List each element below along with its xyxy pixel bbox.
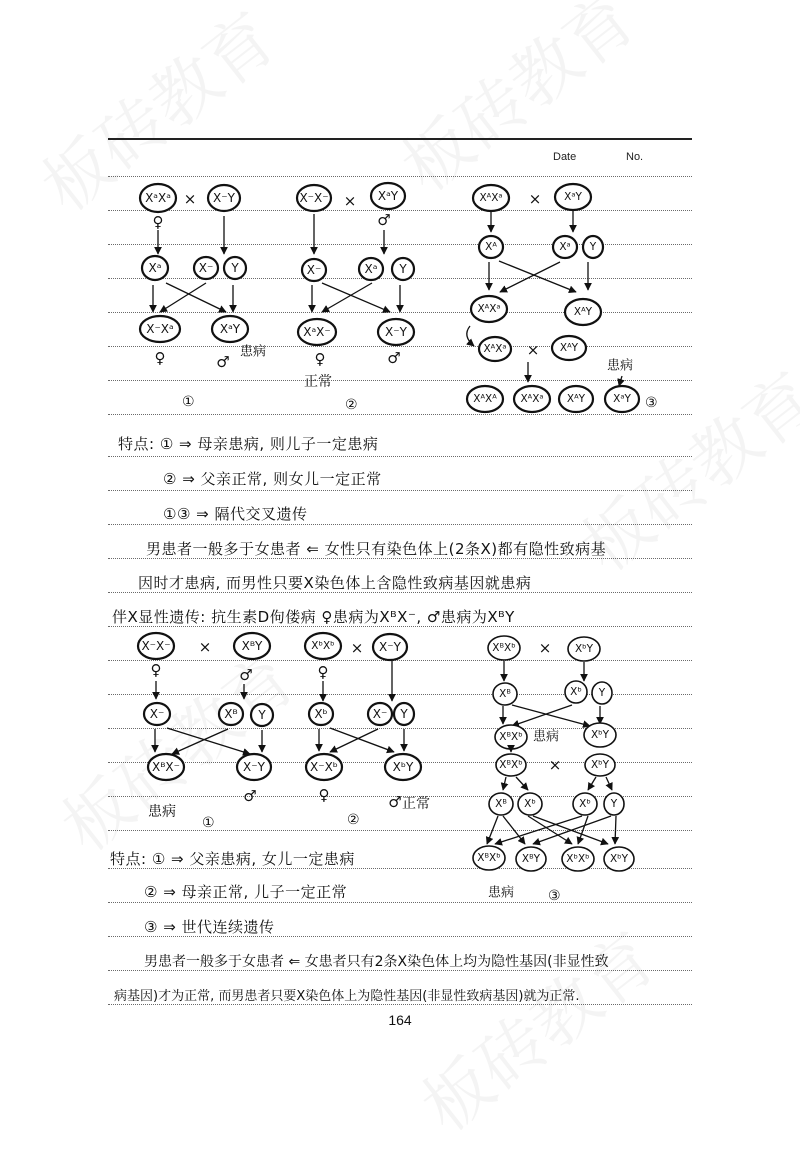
genotype: Xᵇ <box>314 707 328 721</box>
genotype: XᵃX⁻ <box>303 325 331 339</box>
cross-symbol: × <box>528 190 542 208</box>
genotype: X⁻Y <box>385 325 407 339</box>
genotype: Xᵃ <box>559 241 571 253</box>
cross-symbol: × <box>548 756 562 774</box>
genotype: XᵃY <box>613 393 631 405</box>
s2-note-4: 男患者一般多于女患者 ⇐ 女患者只有2条X染色体上均为隐性基因(非显性致 <box>144 954 609 970</box>
female-symbol: ♀ <box>318 786 330 804</box>
genotype: XᴮX⁻ <box>152 760 180 774</box>
male-symbol: ♂ <box>377 211 391 229</box>
genotype: XᵇXᵇ <box>311 640 335 652</box>
s1-note-1: 特点: ① ⇒ 母亲患病, 则儿子一定患病 <box>118 435 379 453</box>
s1-cross2 <box>297 183 414 413</box>
affected-label: 患病 <box>533 729 560 745</box>
date-label: Date <box>553 151 577 163</box>
s1-cross1 <box>140 184 266 410</box>
genotype: XᵃXᵃ <box>145 191 171 205</box>
genotype: XᴮY <box>521 853 541 865</box>
male-symbol: ♂ <box>388 793 402 811</box>
s2-cross1 <box>138 633 273 831</box>
genotype: X⁻X⁻ <box>299 191 329 205</box>
s1-cross3 <box>467 184 658 412</box>
cross-symbol: × <box>183 190 197 208</box>
genotype: X⁻Xᵇ <box>310 760 338 774</box>
genotype: Xᵇ <box>524 798 536 810</box>
genotype: X⁻Y <box>213 191 235 205</box>
genotype: XᵇY <box>590 729 610 741</box>
s1-note-2: ② ⇒ 父亲正常, 则女儿一定正常 <box>163 470 382 488</box>
genotype: X⁻ <box>306 263 322 277</box>
genotype: XᴮXᵇ <box>477 852 501 864</box>
genotype: XᵇY <box>609 853 629 865</box>
female-symbol: ♀ <box>152 213 164 231</box>
genotype: Y <box>598 687 606 699</box>
male-symbol: ♂ <box>243 787 257 805</box>
s2-title: 伴X显性遗传: 抗生素D佝偻病 ♀患病为XᴮX⁻, ♂患病为XᴮY <box>112 608 515 626</box>
cross-symbol: × <box>526 341 540 359</box>
female-symbol: ♀ <box>150 661 162 679</box>
genotype: XᵃY <box>377 189 399 203</box>
s2-note-1: 特点: ① ⇒ 父亲患病, 女儿一定患病 <box>110 850 355 868</box>
genotype: Xᵇ <box>570 686 582 698</box>
s2-note-2: ② ⇒ 母亲正常, 儿子一定正常 <box>144 883 348 901</box>
genotype: XᵇY <box>574 643 594 655</box>
genotype: Y <box>231 261 239 275</box>
genotype: XᴬY <box>559 342 579 354</box>
s2-note-5: 病基因)才为正常, 而男患者只要X染色体上为隐性基因(非显性致病基因)就为正常. <box>114 989 580 1004</box>
diagram-mark: ③ <box>645 395 658 411</box>
male-symbol: ♂ <box>387 349 401 367</box>
genotype: Xᵃ <box>148 261 162 275</box>
genotype: XᴬXᵃ <box>483 343 507 355</box>
genotype: XᵃY <box>219 322 241 336</box>
genotype: X⁻ <box>149 707 165 721</box>
genotype: XᵇY <box>392 760 414 774</box>
diagram-mark: ② <box>347 812 360 828</box>
genotype: X⁻X⁻ <box>141 639 171 653</box>
s1-note-4: 男患者一般多于女患者 ⇐ 女性只有染色体上(2条X)都有隐性致病基 <box>146 540 607 558</box>
affected-label: 患病 <box>488 885 515 901</box>
genotype: XᵃY <box>564 191 582 203</box>
genotype: X⁻ <box>372 707 388 721</box>
genotype: X⁻Y <box>243 760 265 774</box>
genotype: Y <box>589 241 597 253</box>
male-symbol: ♂ <box>239 666 253 684</box>
diagram-mark: ② <box>345 397 358 413</box>
female-symbol: ♀ <box>154 349 166 367</box>
genotype: XᴬXᵃ <box>479 192 503 204</box>
genotype: XᴬXᵃ <box>477 303 501 315</box>
genotype: Y <box>399 262 407 276</box>
s1-note-5: 因时才患病, 而男性只要X染色体上含隐性致病基因就患病 <box>138 574 532 592</box>
genotype: X⁻ <box>198 261 214 275</box>
genotype: XᴮXᵇ <box>499 759 523 771</box>
page-number: 164 <box>388 1012 412 1028</box>
male-symbol: ♂ <box>216 353 230 371</box>
genotype: Xᵃ <box>364 262 378 276</box>
diagram-mark: ① <box>182 394 195 410</box>
cross-symbol: × <box>343 192 357 210</box>
genotype: XᴮXᵇ <box>499 731 523 743</box>
diagram-mark: ① <box>202 815 215 831</box>
normal-label: 正常 <box>402 796 430 812</box>
genotype: Xᴬ <box>485 241 497 253</box>
s2-note-3: ③ ⇒ 世代连续遗传 <box>144 918 275 936</box>
affected-label: 患病 <box>240 344 267 360</box>
genotype: XᴮXᵇ <box>492 642 516 654</box>
genotype: XᴬXᵃ <box>520 393 544 405</box>
genotype: Xᵇ <box>579 798 591 810</box>
female-symbol: ♀ <box>314 350 326 368</box>
genotype: Xᴮ <box>499 688 511 700</box>
genotype: XᴬXᴬ <box>473 393 497 405</box>
diagram-mark: ③ <box>548 888 561 904</box>
s2-cross2 <box>305 633 430 828</box>
genotype: Y <box>258 708 266 722</box>
no-label: No. <box>626 151 644 163</box>
cross-symbol: × <box>350 639 364 657</box>
genotype: X⁻Y <box>379 640 401 654</box>
genotype: XᴬY <box>573 306 593 318</box>
genotype: Y <box>400 707 408 721</box>
genotype: Y <box>610 798 618 810</box>
affected-label: 患病 <box>148 804 176 820</box>
genotype: X⁻Xᵃ <box>146 322 174 336</box>
female-symbol: ♀ <box>317 663 329 681</box>
s1-note-3: ①③ ⇒ 隔代交叉遗传 <box>163 505 308 523</box>
s2-cross3 <box>473 636 634 904</box>
genotype: XᵇXᵇ <box>566 853 590 865</box>
affected-label: 患病 <box>607 358 634 374</box>
genotype: Xᴮ <box>495 798 507 810</box>
genotype: XᵇY <box>590 759 610 771</box>
genotype: XᴮY <box>241 639 263 653</box>
genotype: Xᴮ <box>224 707 238 721</box>
normal-label: 正常 <box>304 374 332 390</box>
cross-symbol: × <box>538 639 552 657</box>
cross-symbol: × <box>198 638 212 656</box>
genotype: XᴬY <box>566 393 586 405</box>
